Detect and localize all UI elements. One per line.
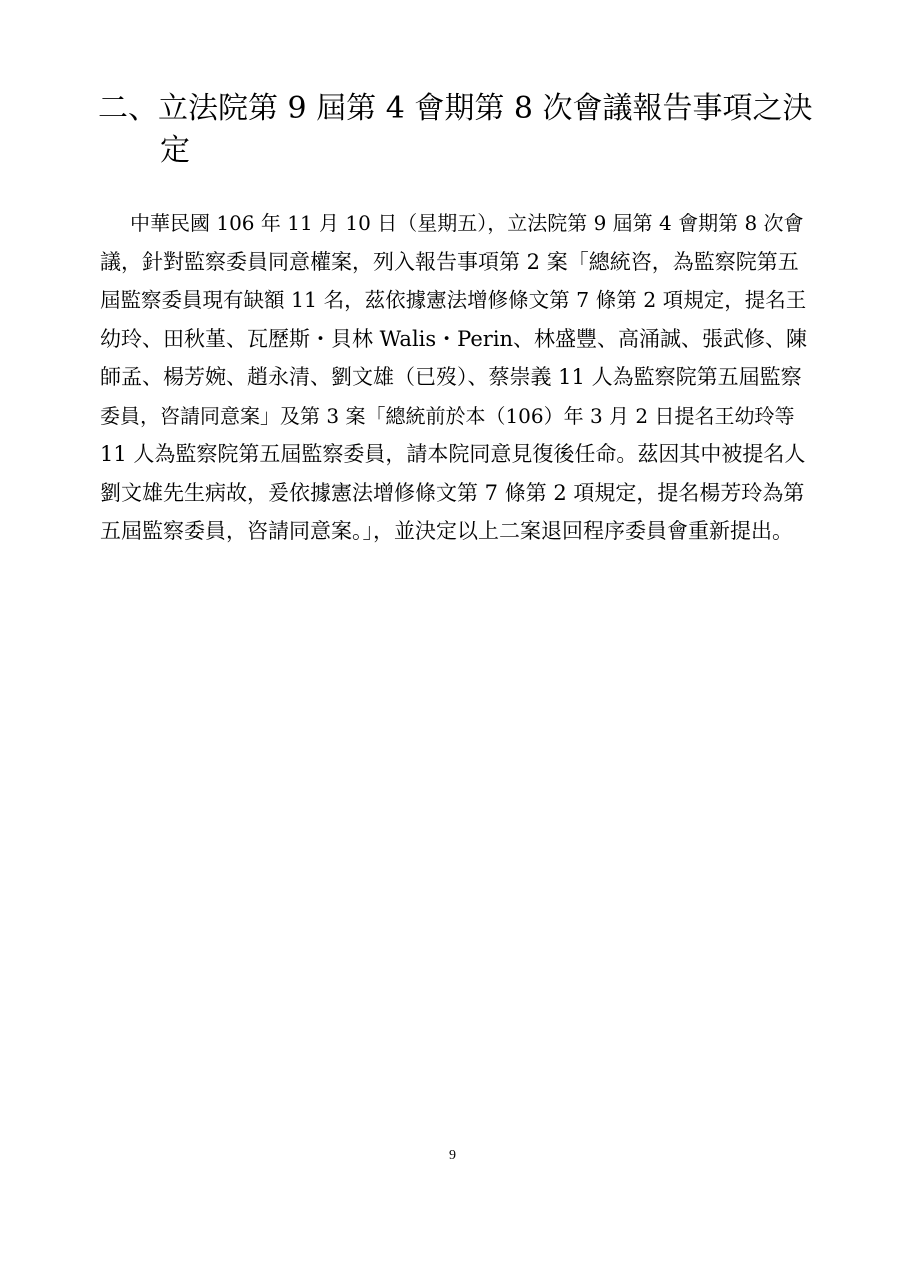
paragraph-line: 師孟、楊芳婉、趙永清、劉文雄（已歿）、蔡崇義 11 人為監察院第五屆監察 xyxy=(100,365,802,389)
paragraph-line: 委員，咨請同意案」及第 3 案「總統前於本（106）年 3 月 2 日提名王幼玲等 xyxy=(100,403,795,428)
section-title-line-2: 定 xyxy=(160,133,190,168)
section-heading xyxy=(98,88,818,172)
paragraph-line: 幼玲、田秋堇、瓦歷斯・貝林 Walis・Perin、林盛豐、高涌誠、張武修、陳 xyxy=(100,326,808,351)
section-title-line-1: 立法院第 9 屆第 4 會期第 8 次會議報告事項之決 xyxy=(158,91,813,126)
paragraph-line: 11 人為監察院第五屆監察委員，請本院同意見復後任命。茲因其中被提名人 xyxy=(100,442,806,466)
body-paragraph xyxy=(100,204,810,551)
page-number: 9 xyxy=(449,1148,456,1163)
section-number: 二、 xyxy=(98,91,158,126)
paragraph-line: 五屆監察委員，咨請同意案。」，並決定以上二案退回程序委員會重新提出。 xyxy=(100,519,793,543)
paragraph-line: 議，針對監察委員同意權案，列入報告事項第 2 案「總統咨，為監察院第五 xyxy=(100,249,799,274)
paragraph-line: 屆監察委員現有缺額 11 名，茲依據憲法增修條文第 7 條第 2 項規定，提名王 xyxy=(100,288,807,312)
paragraph-line: 中華民國 106 年 11 月 10 日（星期五），立法院第 9 屆第 4 會期第 8 次會 xyxy=(130,211,804,235)
paragraph-line: 劉文雄先生病故，爰依據憲法增修條文第 7 條第 2 項規定，提名楊芳玲為第 xyxy=(100,480,805,505)
